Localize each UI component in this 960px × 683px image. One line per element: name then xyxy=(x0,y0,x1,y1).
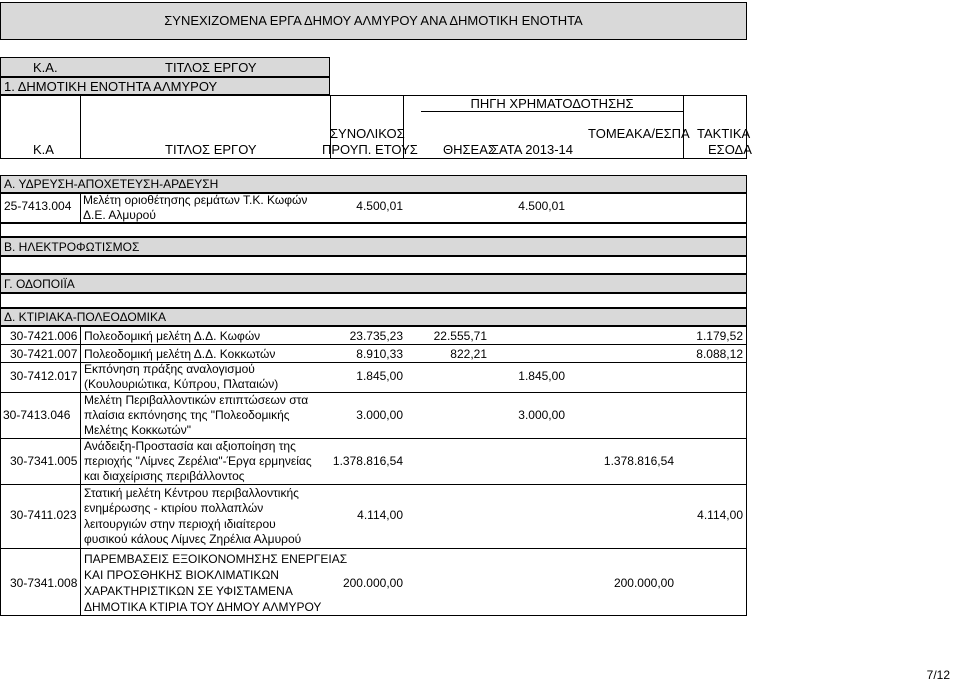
header-ka-2: Κ.Α xyxy=(33,142,54,157)
row-code: 30-7411.023 xyxy=(10,508,77,522)
row-title-line: Ανάδειξη-Προστασία και αξιοποίηση της xyxy=(84,439,296,453)
row-taktika: 4.114,00 xyxy=(697,508,743,522)
section-a-label: Α. ΥΔΡΕΥΣΗ-ΑΠΟΧΕΤΕΥΣΗ-ΑΡΔΕΥΣΗ xyxy=(4,177,219,191)
row-title-line: Μελέτης Κοκκωτών" xyxy=(84,423,192,437)
row-code: 30-7341.005 xyxy=(10,454,78,468)
section-d-label: Δ. ΚΤΙΡΙΑΚΑ-ΠΟΛΕΟΔΟΜΙΚΑ xyxy=(4,310,167,324)
row-code: 25-7413.004 xyxy=(4,199,72,213)
row-title-line: ΠΑΡΕΜΒΑΣΕΙΣ ΕΞΟΙΚΟΝΟΜΗΣΗΣ ΕΝΕΡΓΕΙΑΣ xyxy=(84,552,348,566)
row-code: 30-7413.046 xyxy=(3,408,71,422)
row-code: 30-7412.017 xyxy=(10,369,78,383)
row-title-line: Πολεοδομική μελέτη Δ.Δ. Κωφών xyxy=(84,329,261,343)
row-sata: 4.500,01 xyxy=(518,199,565,213)
row-tomeaka: 1.378.816,54 xyxy=(603,454,674,468)
blank-row xyxy=(0,223,747,237)
page-number: 7/12 xyxy=(926,668,950,682)
row-code: 30-7421.006 xyxy=(10,329,78,343)
header-total-line1: ΣΥΝΟΛΙΚΟΣ xyxy=(330,126,405,141)
row-title-line: και διαχείρισης περιβάλλοντος xyxy=(84,469,245,483)
row-title-line: ενημέρωσης - κτιρίου πολλαπλών xyxy=(84,501,264,515)
header-taktika-line2: ΕΣΟΔΑ xyxy=(708,142,752,157)
row-sata: 1.845,00 xyxy=(518,369,565,383)
section-g-label: Γ. ΟΔΟΠΟΙΪΑ xyxy=(4,277,75,291)
row-title-line: Εκπόνηση πράξης αναλογισμού xyxy=(84,362,255,376)
row-total: 1.845,00 xyxy=(356,369,403,383)
row-title-line: πλαίσια εκπόνησης της "Πολεοδομικής xyxy=(84,408,290,422)
row-thisas: 22.555,71 xyxy=(433,329,487,343)
row-total: 4.114,00 xyxy=(357,508,403,522)
row-sata: 3.000,00 xyxy=(518,408,565,422)
row-total: 3.000,00 xyxy=(356,408,403,422)
header-sata: ΣΑΤΑ 2013-14 xyxy=(491,142,573,157)
header-ka: Κ.Α. xyxy=(33,60,58,75)
header-thisas: ΘΗΣΕΑΣ xyxy=(443,142,496,157)
unit-name: 1. ΔΗΜΟΤΙΚΗ ΕΝΟΤΗΤΑ ΑΛΜΥΡΟΥ xyxy=(4,79,218,94)
section-b-label: Β. ΗΛΕΚΤΡΟΦΩΤΙΣΜΟΣ xyxy=(4,240,140,254)
header-title-2: ΤΙΤΛΟΣ ΕΡΓΟΥ xyxy=(165,142,257,157)
header-taktika-line1: ΤΑΚΤΙΚΑ xyxy=(697,126,751,141)
row-title-line: φυσικού κάλους Λίμνες Ζηρέλια Αλμυρού xyxy=(84,532,302,546)
header-tomeaka: ΤΟΜΕΑΚΑ/ΕΣΠΑ xyxy=(588,126,690,141)
header-total-line2: ΠΡΟΥΠ. ΕΤΟΥΣ xyxy=(322,142,418,157)
row-title-line: λειτουργιών στην περιοχή ιδιαίτερου xyxy=(84,517,276,531)
page-title: ΣΥΝΕΧΙΖΟΜΕΝΑ ΕΡΓΑ ΔΗΜΟΥ ΑΛΜΥΡΟΥ ΑΝΑ ΔΗΜΟΤΙΚΗ ΕΝΟΤΗΤΑ xyxy=(164,13,583,28)
row-tomeaka: 200.000,00 xyxy=(613,576,674,590)
row-title-line: (Κουλουριώτικα, Κύπρου, Πλαταιών) xyxy=(84,377,279,391)
row-title-line: Δ.Ε. Αλμυρού xyxy=(83,208,156,222)
row-thisas: 822,21 xyxy=(450,347,487,361)
blank-row xyxy=(0,256,747,274)
row-taktika: 1.179,52 xyxy=(696,329,743,343)
row-total: 1.378.816,54 xyxy=(332,454,403,468)
row-title-line: Πολεοδομική μελέτη Δ.Δ. Κοκκωτών xyxy=(84,347,276,361)
header-title: ΤΙΤΛΟΣ ΕΡΓΟΥ xyxy=(165,60,257,75)
section-g-bar xyxy=(0,274,747,293)
row-total: 200.000,00 xyxy=(342,576,403,590)
row-code: 30-7421.007 xyxy=(10,347,78,361)
row-title-line: Μελέτη οριοθέτησης ρεμάτων Τ.Κ. Κωφών xyxy=(83,193,308,207)
row-total: 4.500,01 xyxy=(356,199,403,213)
row-title-line: ΔΗΜΟΤΙΚΑ ΚΤΙΡΙΑ ΤΟΥ ΔΗΜΟΥ ΑΛΜΥΡΟΥ xyxy=(84,600,322,614)
row-title-line: ΚΑΙ ΠΡΟΣΘΗΚΗΣ ΒΙΟΚΛΙΜΑΤΙΚΩΝ xyxy=(84,568,279,582)
row-title-line: Μελέτη Περιβαλλοντικών επιπτώσεων στα xyxy=(84,393,309,407)
blank-row xyxy=(0,293,747,308)
row-total: 8.910,33 xyxy=(356,347,403,361)
row-total: 23.735,23 xyxy=(349,329,403,343)
row-title-line: Στατική μελέτη Κέντρου περιβαλλοντικής xyxy=(84,486,299,500)
header-source: ΠΗΓΗ ΧΡΗΜΑΤΟΔΟΤΗΣΗΣ xyxy=(470,96,634,111)
row-title-line: περιοχής "Λίμνες Ζερέλια"-Έργα ερμηνείας xyxy=(84,454,312,468)
row-taktika: 8.088,12 xyxy=(696,347,743,361)
row-title-line: ΧΑΡΑΚΤΗΡΙΣΤΙΚΩΝ ΣΕ ΥΦΙΣΤΑΜΕΝΑ xyxy=(84,584,293,598)
row-code: 30-7341.008 xyxy=(10,576,78,590)
